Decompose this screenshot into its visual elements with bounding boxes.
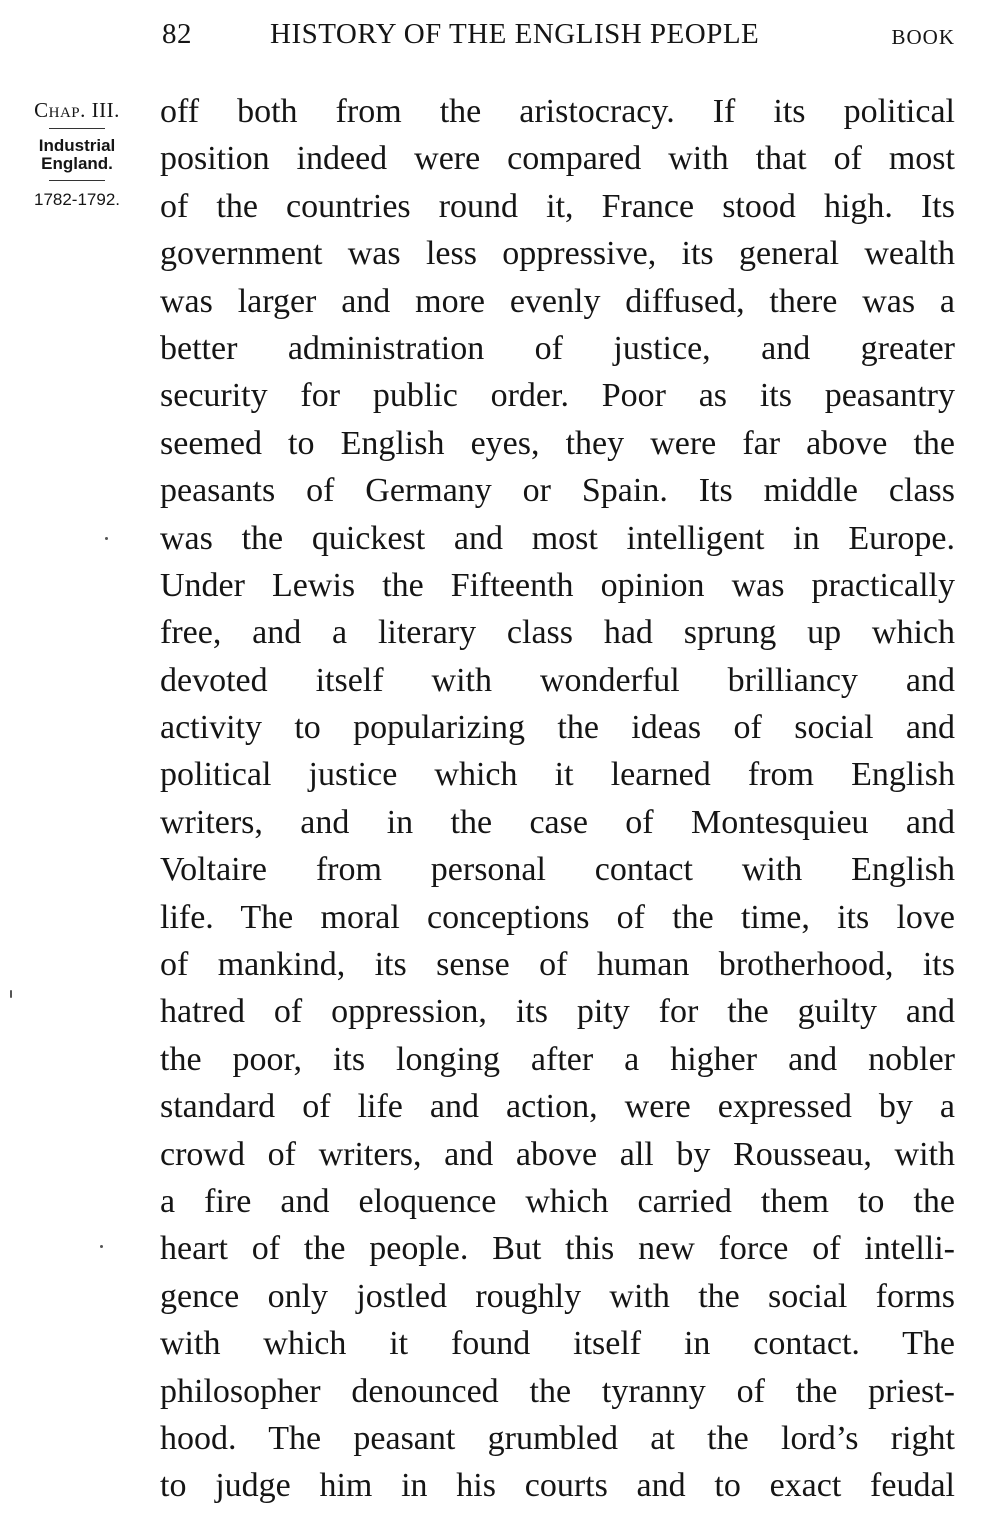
text-line: off both from the aristocracy. If its political xyxy=(160,93,955,130)
text-line: heart of the people. But this new force of intelli- xyxy=(160,1230,955,1268)
text-line: security for public order. Poor as its peasantry xyxy=(160,377,955,415)
scan-speck xyxy=(10,990,12,998)
scan-speck xyxy=(100,1245,103,1248)
text-line: free, and a literary class had sprung up which xyxy=(160,614,955,652)
scan-speck xyxy=(105,537,108,540)
text-line: Under Lewis the Fifteenth opinion was practically xyxy=(160,566,955,604)
topic-line-1: Industrial xyxy=(38,136,116,155)
text-line: peasants of Germany or Spain. Its middle class xyxy=(160,472,955,510)
page-number: 82 xyxy=(162,18,192,50)
text-line: of mankind, its sense of human brotherhood, its xyxy=(160,946,955,984)
text-line: hatred of oppression, its pity for the guilty and xyxy=(160,993,955,1031)
text-line: activity to popularizing the ideas of social and xyxy=(160,709,955,747)
text-line: political justice which it learned from English xyxy=(160,756,955,794)
body-text xyxy=(160,88,955,1510)
text-line: to judge him in his courts and to exact feudal xyxy=(160,1467,955,1505)
text-line: seemed to English eyes, they were far above the xyxy=(160,424,955,462)
running-title: HISTORY OF THE ENGLISH PEOPLE xyxy=(270,18,760,50)
margin-notes xyxy=(12,100,142,210)
text-line: with which it found itself in contact. The xyxy=(160,1325,955,1363)
text-line: crowd of writers, and above all by Rousseau, with xyxy=(160,1135,955,1173)
text-line: was larger and more evenly diffused, there was a xyxy=(160,282,955,320)
text-line: a fire and eloquence which carried them to the xyxy=(160,1182,955,1220)
text-line: Voltaire from personal contact with English xyxy=(160,851,955,889)
text-line: was the quickest and most intelligent in Europe. xyxy=(160,519,955,557)
margin-divider xyxy=(49,180,105,181)
text-line: writers, and in the case of Montesquieu and xyxy=(160,803,955,841)
text-line: government was less oppressive, its general wealth xyxy=(160,235,955,273)
text-line: of the countries round it, France stood high. Its xyxy=(160,187,955,225)
margin-divider xyxy=(49,128,105,129)
text-line: the poor, its longing after a higher and nobler xyxy=(160,1040,955,1078)
text-line: position indeed were compared with that of most xyxy=(160,140,955,178)
topic-line-2: England. xyxy=(41,154,113,173)
date-range: 1782-1792. xyxy=(33,190,121,209)
text-line: better administration of justice, and greater xyxy=(160,329,955,367)
text-line: life. The moral conceptions of the time, its love xyxy=(160,898,955,936)
text-line: philosopher denounced the tyranny of the priest- xyxy=(160,1372,955,1410)
chapter-label: Chap. III. xyxy=(34,98,120,122)
text-line: standard of life and action, were expressed by a xyxy=(160,1088,955,1126)
text-line: hood. The peasant grumbled at the lord’s right xyxy=(160,1419,955,1457)
book-label: BOOK xyxy=(891,25,955,49)
text-line: devoted itself with wonderful brilliancy and xyxy=(160,661,955,699)
running-head xyxy=(160,18,955,60)
text-line: gence only jostled roughly with the social forms xyxy=(160,1277,955,1315)
